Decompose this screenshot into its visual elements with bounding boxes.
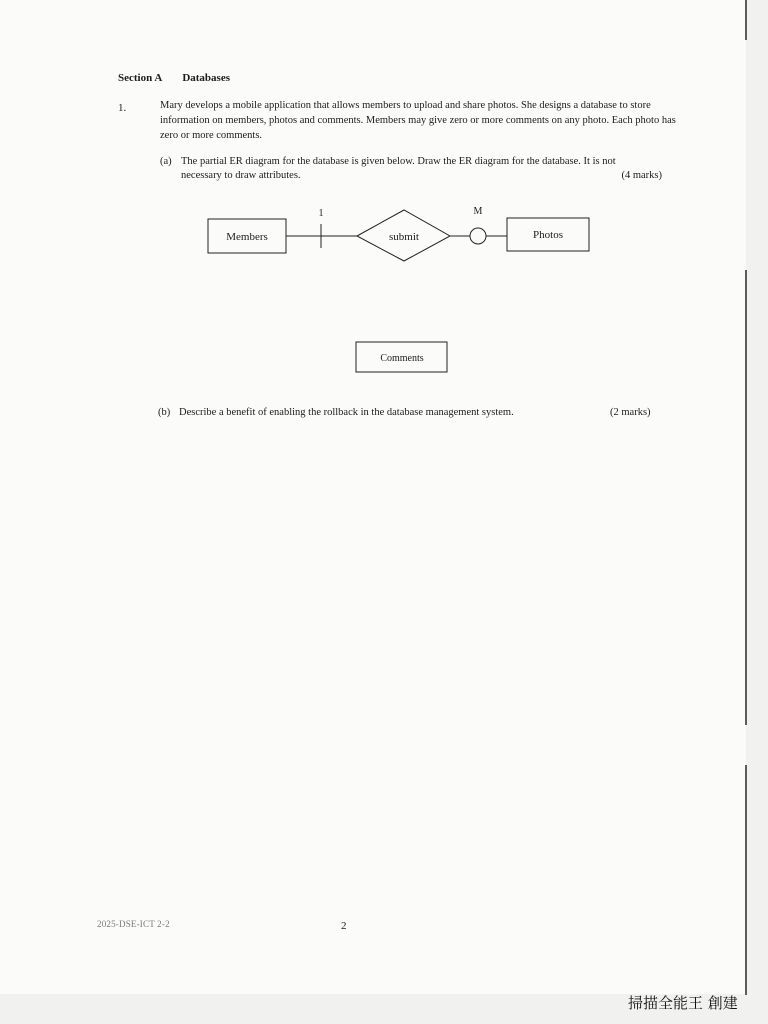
part-b-text: Describe a benefit of enabling the rollback in the database management system. xyxy=(179,407,514,418)
part-b-marks: (2 marks) xyxy=(610,407,651,418)
cardinality-zero-circle xyxy=(470,228,486,244)
page-number: 2 xyxy=(341,920,347,932)
part-a-label: (a) xyxy=(160,156,172,167)
cardinality-left-label: 1 xyxy=(318,208,324,219)
section-topic: Databases xyxy=(182,72,230,84)
section-label: Section A xyxy=(118,72,163,84)
part-b xyxy=(158,407,514,418)
part-a-line1: The partial ER diagram for the database is given below. Draw the ER diagram for the database. It is not xyxy=(181,156,616,167)
part-a-marks: (4 marks) xyxy=(621,170,662,181)
part-b-label: (b) xyxy=(158,407,171,418)
relationship-submit-label: submit xyxy=(389,231,419,243)
scanner-watermark: 掃描全能王 創建 xyxy=(628,994,738,1012)
question-stem: Mary develops a mobile application that allows members to upload and share photos. She designs a database to store information on members, photos and comments. Members may give zero or more comments on any photo. Each photo has zero or more comments. xyxy=(160,100,676,141)
paper-code: 2025-DSE-ICT 2-2 xyxy=(97,919,170,929)
entity-photos-label: Photos xyxy=(533,229,563,241)
entity-comments-label: Comments xyxy=(380,353,424,364)
question-number: 1. xyxy=(118,102,127,114)
cardinality-right-label: M xyxy=(473,206,483,217)
part-a-line2: necessary to draw attributes. xyxy=(181,170,301,181)
entity-members-label: Members xyxy=(226,231,268,243)
